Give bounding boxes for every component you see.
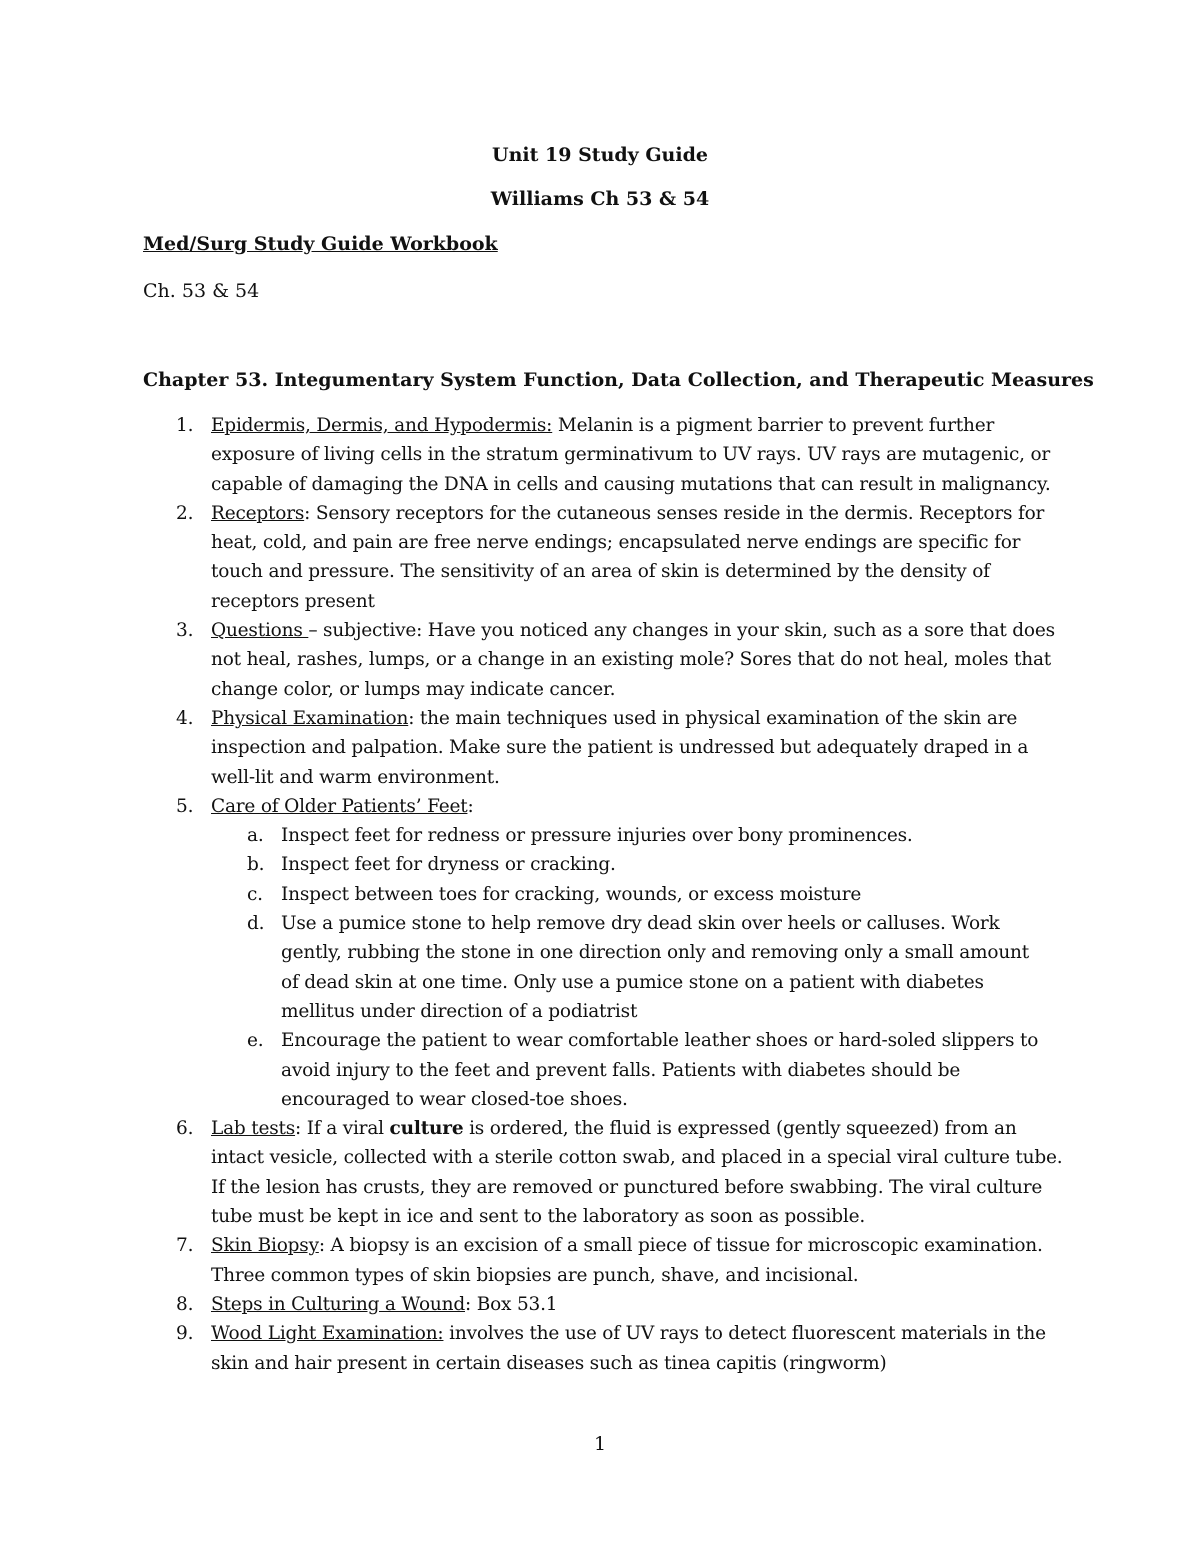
item-text: involves the use of UV rays to detect fluorescent materials in the skin and hair present in certain diseases such as tinea capitis (ringworm) [211,1323,1046,1374]
chapter-item-list [0,411,1200,1378]
item-text: – subjective: Have you noticed any changes in your skin, such as a sore that does not heal, rashes, lumps, or a change in an existing mole? Sores that do not heal, moles that change color, or lumps may indicate cancer. [211,620,1055,700]
item-text: : [467,795,474,817]
item-term: Skin Biopsy [211,1235,319,1257]
item-term: Steps in Culturing a Wound [211,1293,465,1315]
item-term: Lab tests [211,1118,296,1140]
item-text: : A biopsy is an excision of a small piece of tissue for microscopic examination. Three common types of skin biopsies are punch, shave, and incisional. [211,1235,1043,1286]
item-bold-word: culture [389,1118,464,1140]
sub-list-item [211,909,1051,1026]
item-text: : Box 53.1 [465,1293,558,1315]
item-number: 7. [176,1235,194,1257]
item-text: is ordered, the fluid is expressed (gently squeezed) from an intact vesicle, collected with a sterile cotton swab, and placed in a special viral culture tube. If the lesion has crusts, they are removed or punctured before swabbing. The viral culture tube must be kept in ice and sent to the laboratory as soon as possible. [211,1118,1063,1228]
item-text-before-bold: : If a viral [295,1118,390,1140]
workbook-heading: Med/Surg Study Guide Workbook [143,233,498,255]
item-term: Physical Examination [211,707,409,729]
list-item [0,1319,1071,1378]
sub-item-text: Inspect between toes for cracking, wounds, or excess moisture [281,883,862,905]
sub-item-letter: d. [247,913,265,935]
sub-item-text: Inspect feet for redness or pressure injuries over bony prominences. [281,825,913,847]
list-item [0,792,1071,1114]
item-term: Questions [211,620,309,642]
item-number: 8. [176,1293,194,1315]
list-item [0,411,1071,499]
item-term: Care of Older Patients’ Feet [211,795,468,817]
chapter-heading: Chapter 53. Integumentary System Function, Data Collection, and Therapeutic Measures [143,369,1094,391]
item-number: 9. [176,1323,194,1345]
item-text: : Sensory receptors for the cutaneous senses reside in the dermis. Receptors for heat, cold, and pain are free nerve endings; encapsulated nerve endings are specific for touch and pressure. The sensitivity of an area of skin is determined by the density of receptors present [211,502,1045,612]
list-item [0,499,1071,616]
item-number: 1. [176,415,194,436]
page-subtitle: Williams Ch 53 & 54 [490,188,710,210]
item-number: 2. [176,502,194,524]
sub-list-item [211,880,1051,909]
item-text: Melanin is a pigment barrier to prevent further exposure of living cells in the stratum germinativum to UV rays. UV rays are mutagenic, or capable of damaging the DNA in cells and causing mutations that can result in malignancy. [211,415,1051,495]
sub-list-item [211,850,1051,879]
list-item [0,1290,1071,1319]
sub-item-letter: b. [247,854,265,876]
list-item [0,704,1071,792]
sub-item-letter: c. [247,883,263,905]
list-item [0,616,1071,704]
sub-item-text: Encourage the patient to wear comfortable leather shoes or hard-soled slippers to avoid injury to the feet and prevent falls. Patients with diabetes should be encouraged to wear closed-toe shoes. [281,1030,1039,1110]
list-item [0,1114,1071,1231]
sub-list-item [211,821,1051,850]
sub-item-text: Use a pumice stone to help remove dry dead skin over heels or calluses. Work gently, rubbing the stone in one direction only and removing only a small amount of dead skin at one time. Only use a pumice stone on a patient with diabetes mellitus under direction of a podiatrist [281,913,1030,1022]
sub-list [211,821,1071,1114]
page-title: Unit 19 Study Guide [492,144,708,166]
item-text: : the main techniques used in physical examination of the skin are inspection and palpation. Make sure the patient is undressed but adequately draped in a well-lit and warm environment. [211,707,1029,788]
item-number: 5. [176,795,194,817]
item-term: Receptors [211,502,305,524]
item-term: Wood Light Examination: [211,1323,444,1345]
sub-list-item [211,1026,1051,1114]
list-item [0,1231,1071,1290]
page-number: 1 [593,1433,607,1455]
item-number: 4. [176,707,194,729]
sub-item-text: Inspect feet for dryness or cracking. [281,854,616,876]
item-number: 6. [176,1118,194,1140]
item-term: Epidermis, Dermis, and Hypodermis: [211,415,553,436]
sub-item-letter: a. [247,825,264,847]
workbook-chapters: Ch. 53 & 54 [143,280,260,302]
sub-item-letter: e. [247,1030,264,1052]
item-number: 3. [176,620,194,642]
